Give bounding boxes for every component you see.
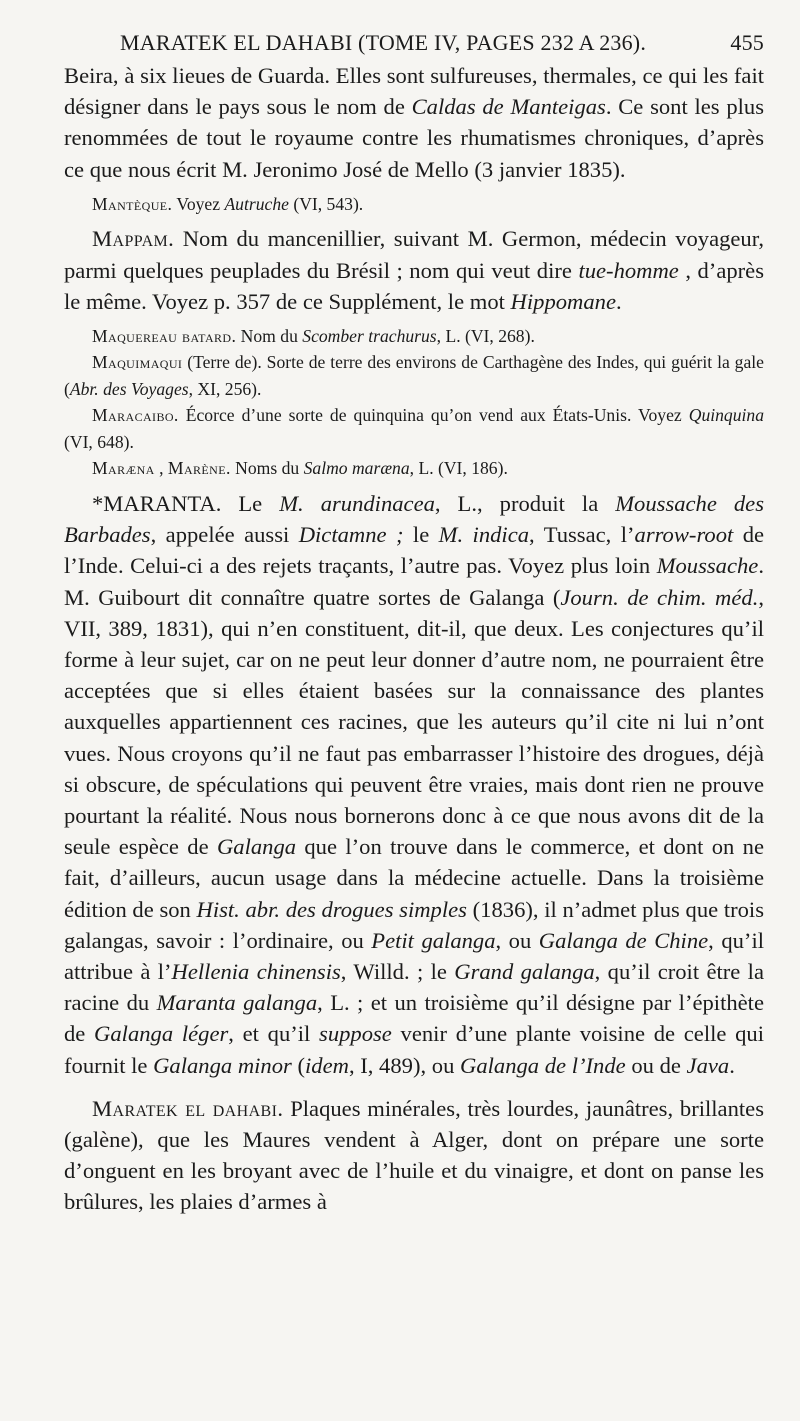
entry-headword-alt: Marène.: [167, 458, 231, 479]
entry-headword: Maracaibo.: [92, 405, 179, 426]
running-header: [120, 30, 764, 56]
running-title: MARATEK EL DAHABI (TOME IV, PAGES 232 A 236).: [120, 30, 647, 55]
entry-maracaibo: Maracaibo. Écorce d’une sorte de quinquina qu’on vend aux États-Unis. Voyez Quinquina (VI, 648).: [64, 405, 764, 452]
entry-maranta: *MARANTA. Le M. arundinacea, L., produit la Moussache des Barbades, appelée aussi Dictamne ; le M. indica, Tussac, l’arrow-root de l’Inde. Celui-ci a des rejets traçants, l’autre pas. Voyez plus loin Moussache. M. Guibourt dit connaître quatre sortes de Galanga (Journ. de chim. méd., VII, 389, 1831), qui n’en constituent, dit-il, que deux. Les conjectures qu’il forme à leur sujet, car on ne peut leur donner d’autre nom, ne pourraient être acceptées que si elles étaient basées sur la connaissance des plantes auxquelles appartiennent ces racines, que les auteurs qu’il cite ni lui n’ont vues. Nous croyons qu’il ne faut pas embarrasser l’histoire des drogues, déjà si obscure, de spéculations qui peuvent être vraies, mais dont rien ne prouve pourtant la réalité. Nous nous bornerons donc à ce que nous avons dit de la seule espèce de Galanga que l’on trouve dans le commerce, et dont on ne fait, d’ailleurs, aucun usage dans la médecine actuelle. Dans la troisième édition de son Hist. abr. des drogues simples (1836), il n’admet plus que trois galangas, savoir : l’ordinaire, ou Petit galanga, ou Galanga de Chine, qu’il attribue à l’Hellenia chinensis, Willd. ; le Grand galanga, qu’il croit être la racine du Maranta galanga, L. ; et un troisième qu’il désigne par l’épithète de Galanga léger, et qu’il suppose venir d’une plante voisine de celle qui fournit le Galanga minor (idem, I, 489), ou Galanga de l’Inde ou de Java.: [64, 490, 765, 1078]
entry-headword: Maquimaqui: [92, 352, 183, 373]
entry-headword: Mappam.: [92, 226, 175, 252]
entry-maraena: Maræna , Marène. Noms du Salmo maræna, L. (VI, 186).: [92, 458, 508, 479]
entry-headword: *MARANTA.: [92, 490, 222, 516]
entry-headword: Maquereau batard.: [92, 325, 237, 346]
entry-headword: Mantèque.: [92, 193, 173, 214]
entry-maquimaqui: Maquimaqui (Terre de). Sorte de terre des environs de Carthagène des Indes, qui guérit la gale (Abr. des Voyages, XI, 256).: [64, 352, 764, 399]
page-number: 455: [730, 30, 764, 55]
entry-maquereau: Maquereau batard. Nom du Scomber trachurus, L. (VI, 268).: [92, 325, 535, 346]
entry-headword: Maræna: [92, 458, 155, 479]
entry-mappam: Mappam. Nom du mancenillier, suivant M. Germon, médecin voyageur, parmi quelques peuplades du Brésil ; nom qui veut dire tue-homme , d’après le même. Voyez p. 357 de ce Supplément, le mot Hippomane.: [64, 226, 765, 314]
entry-manteque: Mantèque. Voyez Autruche (VI, 543).: [92, 193, 364, 214]
entry-maratek: Maratek el dahabi. Plaques minérales, très lourdes, jaunâtres, brillantes (galène), que les Maures vendent à Alger, dont on prépare une sorte d’onguent en les broyant avec de l’huile et du vinaigre, et dont on panse les brûlures, les plaies d’armes à: [64, 1095, 764, 1215]
paragraph-caldas: Beira, à six lieues de Guarda. Elles sont sulfureuses, thermales, ce qui les fait désigner dans le pays sous le nom de Caldas de Manteigas. Ce sont les plus renommées de tout le royaume contre les rhumatismes chroniques, d’après ce que nous écrit M. Jeronimo José de Mello (3 janvier 1835).: [64, 63, 764, 182]
entry-headword: Maratek el dahabi.: [92, 1095, 284, 1121]
